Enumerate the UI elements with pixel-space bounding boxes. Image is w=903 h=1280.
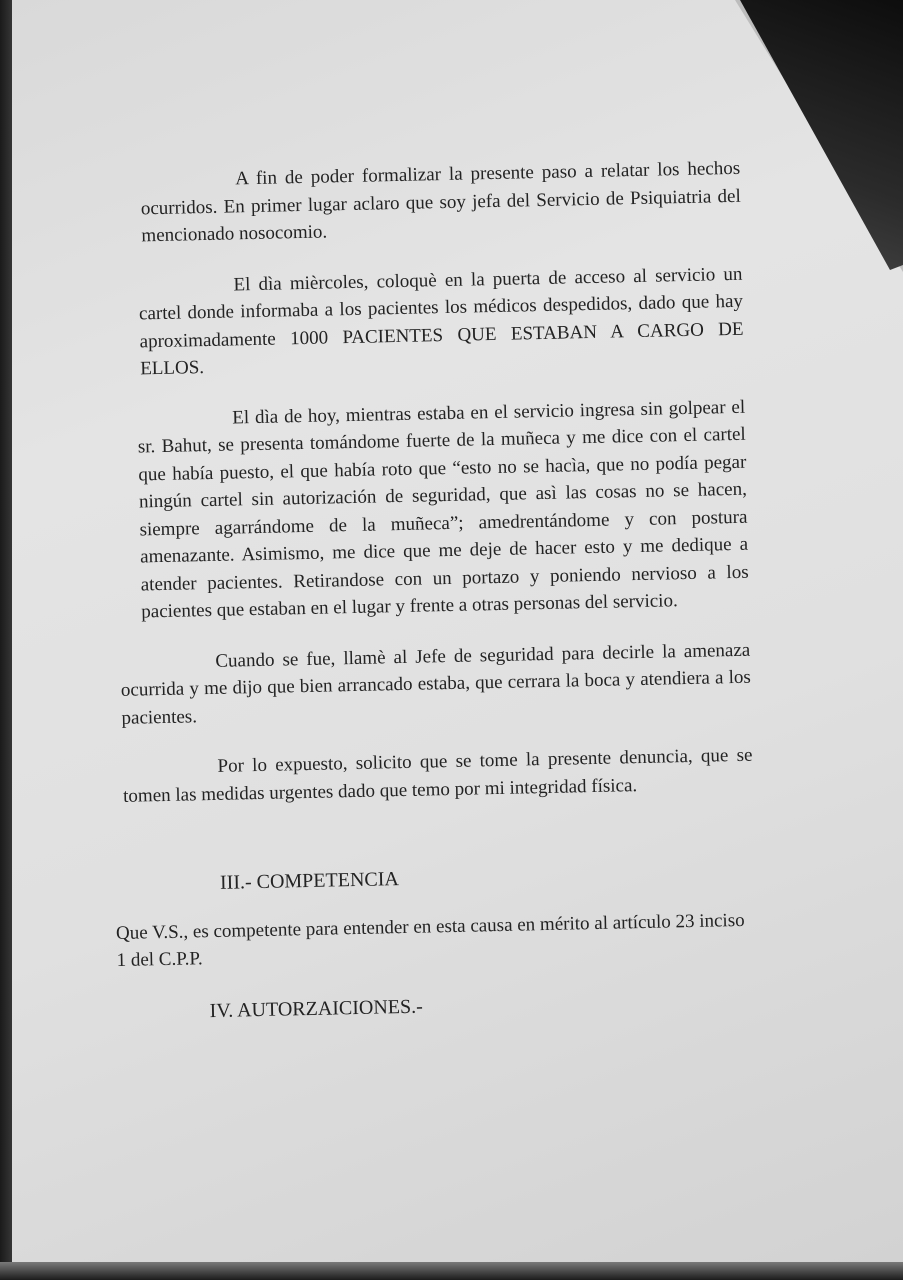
section-iv-heading: IV. AUTORZAICIONES.- xyxy=(209,995,424,1022)
paragraph-request: Por lo expuesto, solicito que se tome la presente denuncia, que se tomen las medidas urgentes dado que temo por mi integridad física. xyxy=(122,744,753,807)
page-left-shadow xyxy=(0,0,14,1280)
paragraph-intro: A fin de poder formalizar la presente paso a relatar los hechos ocurridos. En primer lugar aclaro que soy jefa del Servicio de Psiquiatria del mencionado nosocomio. xyxy=(140,157,741,247)
section-iii-heading: III.- COMPETENCIA xyxy=(219,868,400,894)
paragraph-cartel: El dìa mièrcoles, coloquè en la puerta de acceso al servicio un cartel donde informaba a los pacientes los médicos despedidos, dado que hay aproximadamente 1000 PACIENTES QUE ESTABAN A CARGO DE ELLOS. xyxy=(138,263,744,380)
paragraph-incident: El dìa de hoy, mientras estaba en el servicio ingresa sin golpear el sr. Bahut, se presenta tomándome fuerte de la muñeca y me dice con el cartel que había puesto, el que había roto que “esto no se hacìa, que no podía pegar ningún cartel sin autorización de seguridad, que asì las cosas no se hacen, siempre agarrándome de la muñeca”; amedrentándome y con postura amenazante. Asimismo, me dice que me deje de hacer esto y me dedique a atender pacientes. Retirandose con un portazo y poniendo nervioso a los pacientes que estaban en el lugar y frente a otras personas del servicio. xyxy=(137,396,749,623)
paragraph-security-chief: Cuando se fue, llamè al Jefe de seguridad para decirle la amenaza ocurrida y me dijo que bien arrancado estaba, que cerrara la boca y atendiera a los pacientes. xyxy=(120,639,752,729)
section-iii-text: Que V.S., es competente para entender en esta causa en mérito al artículo 23 inciso 1 del C.P.P. xyxy=(115,909,745,972)
document-body xyxy=(110,155,758,1027)
page-bottom-shadow xyxy=(0,1262,903,1280)
